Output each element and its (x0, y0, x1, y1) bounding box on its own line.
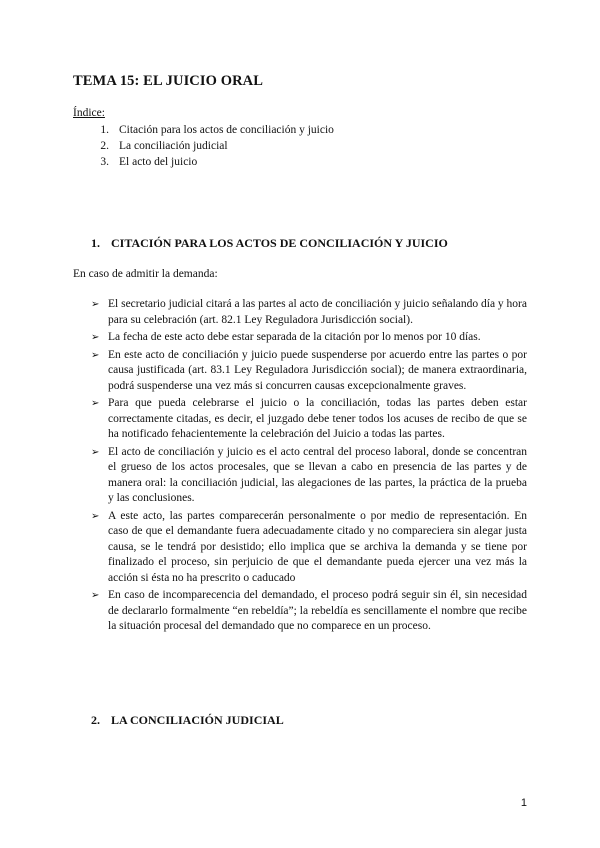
list-item (91, 396, 527, 443)
list-item (91, 509, 527, 587)
arrow-bullet-icon: ➢ (91, 398, 100, 409)
arrow-bullet-icon: ➢ (91, 332, 100, 343)
list-item (91, 297, 527, 328)
toc-item-label: El acto del juicio (119, 156, 198, 168)
toc-item (73, 122, 473, 138)
page-number: 1 (520, 797, 527, 809)
arrow-bullet-icon: ➢ (91, 299, 100, 310)
toc-item (73, 138, 473, 154)
toc-item (73, 154, 473, 170)
section-intro: En caso de admitir la demanda: (73, 268, 218, 280)
list-item-text: La fecha de este acto debe estar separada de la citación por lo menos por 10 días. (108, 331, 481, 343)
toc-item-number: 1. (100, 124, 109, 136)
section-title: LA CONCILIACIÓN JUDICIAL (111, 713, 284, 727)
toc-item-label: Citación para los actos de conciliación y juicio (119, 124, 334, 136)
arrow-bullet-icon: ➢ (91, 349, 100, 361)
list-item-text: A este acto, las partes comparecerán personalmente o por medio de representación. En caso de que el demandante fuera adecuadamente citado y no compareciera sin alegar justa causa, se le tendrá por desistido; ello implica que se archiva la demanda y se tiene por finalizado el proceso, sin perjuicio de que el demandante pueda ejercer una vez más la acción si ésta no ha prescrito o caducado (108, 509, 527, 584)
arrow-bullet-icon: ➢ (91, 590, 100, 601)
table-of-contents (73, 122, 473, 170)
list-item (91, 445, 527, 507)
section-number: 2. (91, 713, 100, 727)
list-item (91, 348, 527, 395)
list-item-text: El secretario judicial citará a las partes al acto de conciliación y juicio señalando día y hora para su celebración (art. 82.1 Ley Reguladora Jurisdicción social). (108, 298, 527, 326)
section-1-heading (91, 236, 448, 251)
arrow-bullet-icon: ➢ (91, 446, 100, 458)
arrow-bullet-icon: ➢ (91, 510, 100, 522)
section-title: CITACIÓN PARA LOS ACTOS DE CONCILIACIÓN Y JUICIO (111, 236, 448, 250)
index-label: Índice: (73, 107, 105, 119)
list-item (91, 588, 527, 635)
list-item (91, 330, 527, 346)
toc-item-label: La conciliación judicial (119, 140, 228, 152)
toc-item-number: 2. (100, 140, 109, 152)
section-2-heading (91, 713, 284, 728)
list-item-text: En este acto de conciliación y juicio puede suspenderse por acuerdo entre las partes o por causa justificada (art. 83.1 Ley Reguladora Jurisdicción social); de manera extraordinaria, podrá suspenderse una vez más si concurren causas excepcionalmente graves. (108, 348, 527, 392)
section-number: 1. (91, 236, 100, 250)
list-item-text: El acto de conciliación y juicio es el acto central del proceso laboral, donde se concentran el grueso de los actos procesales, que se llevan a cabo en presencia de las partes y de manera oral: la conciliación judicial, las alegaciones de las partes, la práctica de la prueba y las conclusiones. (108, 445, 527, 504)
list-item-text: Para que pueda celebrarse el juicio o la conciliación, todas las partes deben estar correctamente citadas, es decir, el juzgado debe tener todos los acuses de recibo de que se ha notificado fehacientemente la celebración del Juicio a todas las partes. (108, 397, 527, 440)
toc-item-number: 3. (100, 156, 109, 168)
bullet-list (91, 297, 527, 637)
page-title: TEMA 15: EL JUICIO ORAL (73, 73, 264, 89)
list-item-text: En caso de incomparecencia del demandado, el proceso podrá seguir sin él, sin necesidad de declararlo formalmente “en rebeldía”; la rebeldía es sencillamente el nombre que recibe la situación procesal del demandado que no comparece en un proceso. (108, 589, 527, 632)
